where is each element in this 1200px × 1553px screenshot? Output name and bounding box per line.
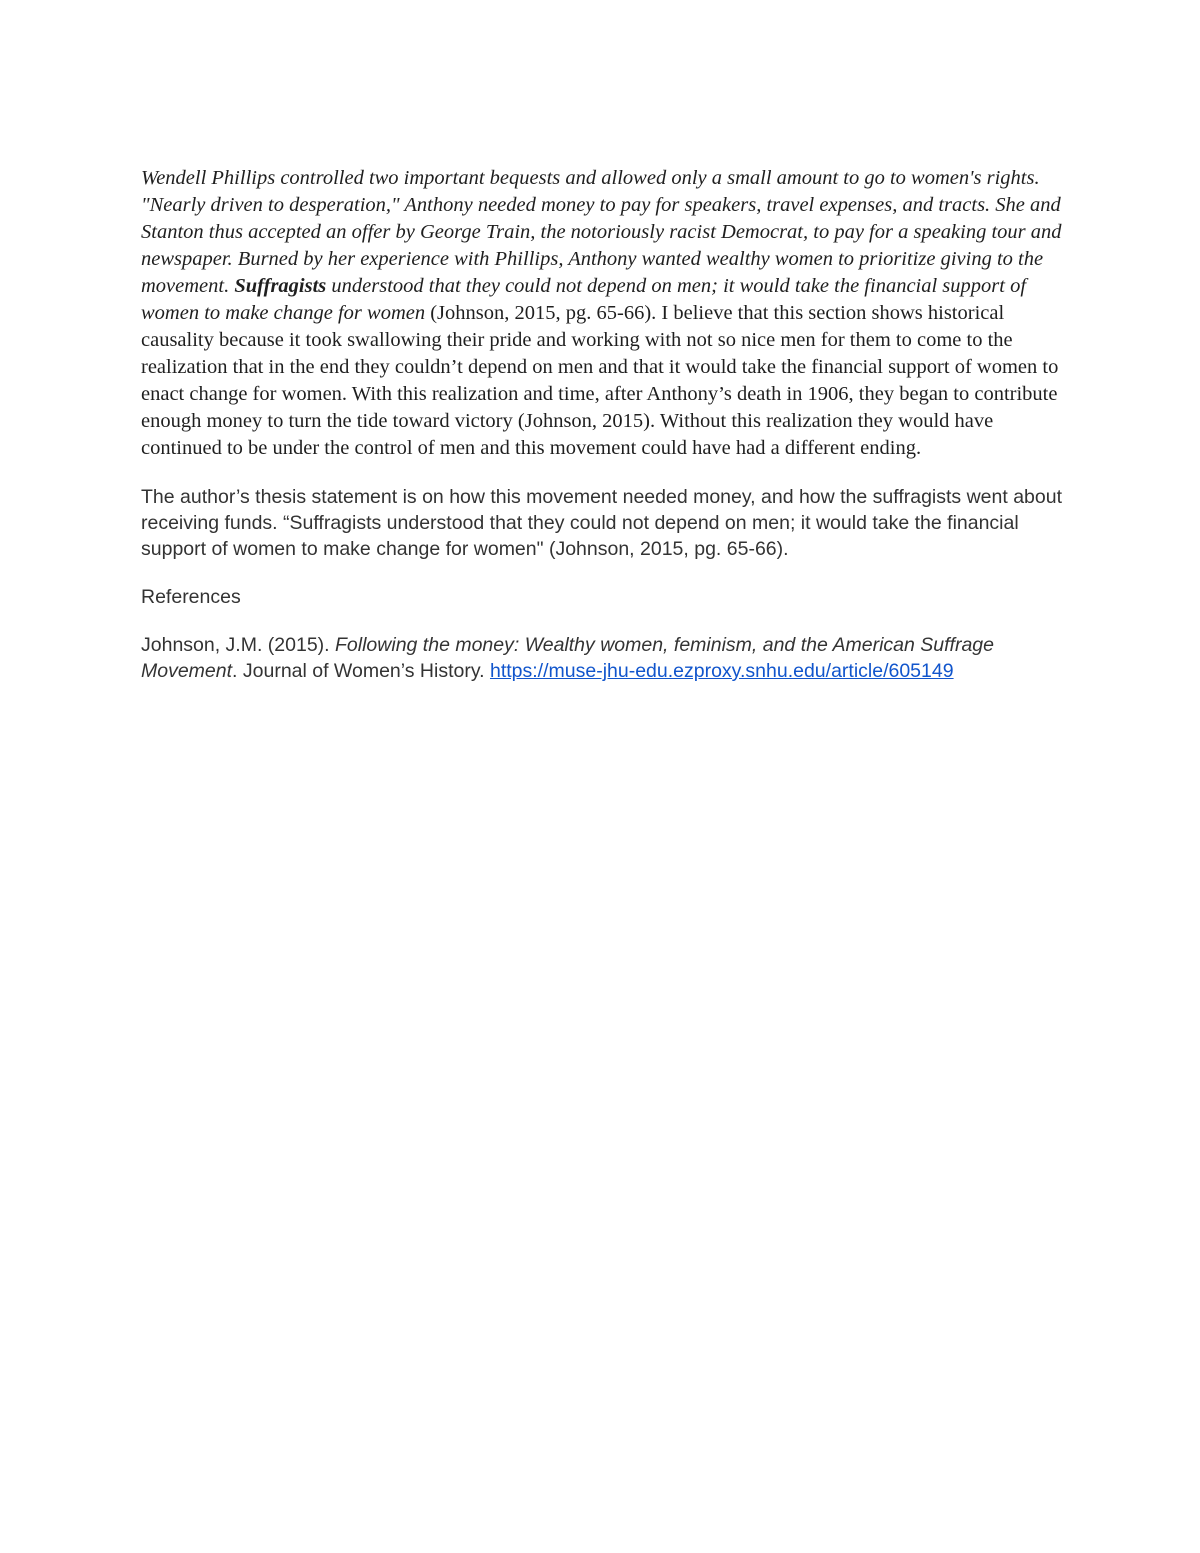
references-heading: References	[141, 586, 241, 608]
analysis-text: (Johnson, 2015, pg. 65-66). I believe that this section shows historical causality because it took swallowing their pride and working with not so nice men for them to come to the realization that in the end they couldn’t depend on men and that it would take the financial support of women to enact change for women. With this realization and time, after Anthony’s death in 1906, they began to contribute enough money to turn the tide toward victory (Johnson, 2015). Without this realization they would have continued to be under the control of men and this movement could have had a different ending.	[141, 302, 1059, 459]
reference-link[interactable]: https://muse-jhu-edu.ezproxy.snhu.edu/article/605149	[489, 660, 954, 682]
reference-authors: Johnson, J.M. (2015).	[141, 634, 336, 656]
reference-journal: . Journal of Women’s History.	[232, 660, 490, 682]
reference-title: Following the money: Wealthy women, feminism, and the American Suffrage Movement	[141, 634, 994, 682]
quote-bold-word: Suffragists	[234, 275, 327, 297]
quote-italic-part1: Wendell Phillips controlled two important bequests and allowed only a small amount to go to women's rights. "Nearly driven to desperation," Anthony needed money to pay for speakers, travel expenses, and tracts. She and Stanton thus accepted an offer by George Train, the notoriously racist Democrat, to pay for a speaking tour and newspaper. Burned by her experience with Phillips, Anthony wanted wealthy women to prioritize giving to the movement.	[141, 167, 1062, 297]
paragraph-thesis: The author’s thesis statement is on how this movement needed money, and how the suffragists went about receiving funds. “Suffragists understood that they could not depend on men; it would take the financial support of women to make change for women" (Johnson, 2015, pg. 65-66).	[141, 486, 1063, 560]
quote-italic-part2: understood that they could not depend on men; it would take the financial support of women to make change for women	[141, 275, 1027, 324]
reference-entry	[141, 632, 1071, 684]
document-body	[141, 165, 1071, 706]
paragraph-analysis	[141, 165, 1071, 462]
